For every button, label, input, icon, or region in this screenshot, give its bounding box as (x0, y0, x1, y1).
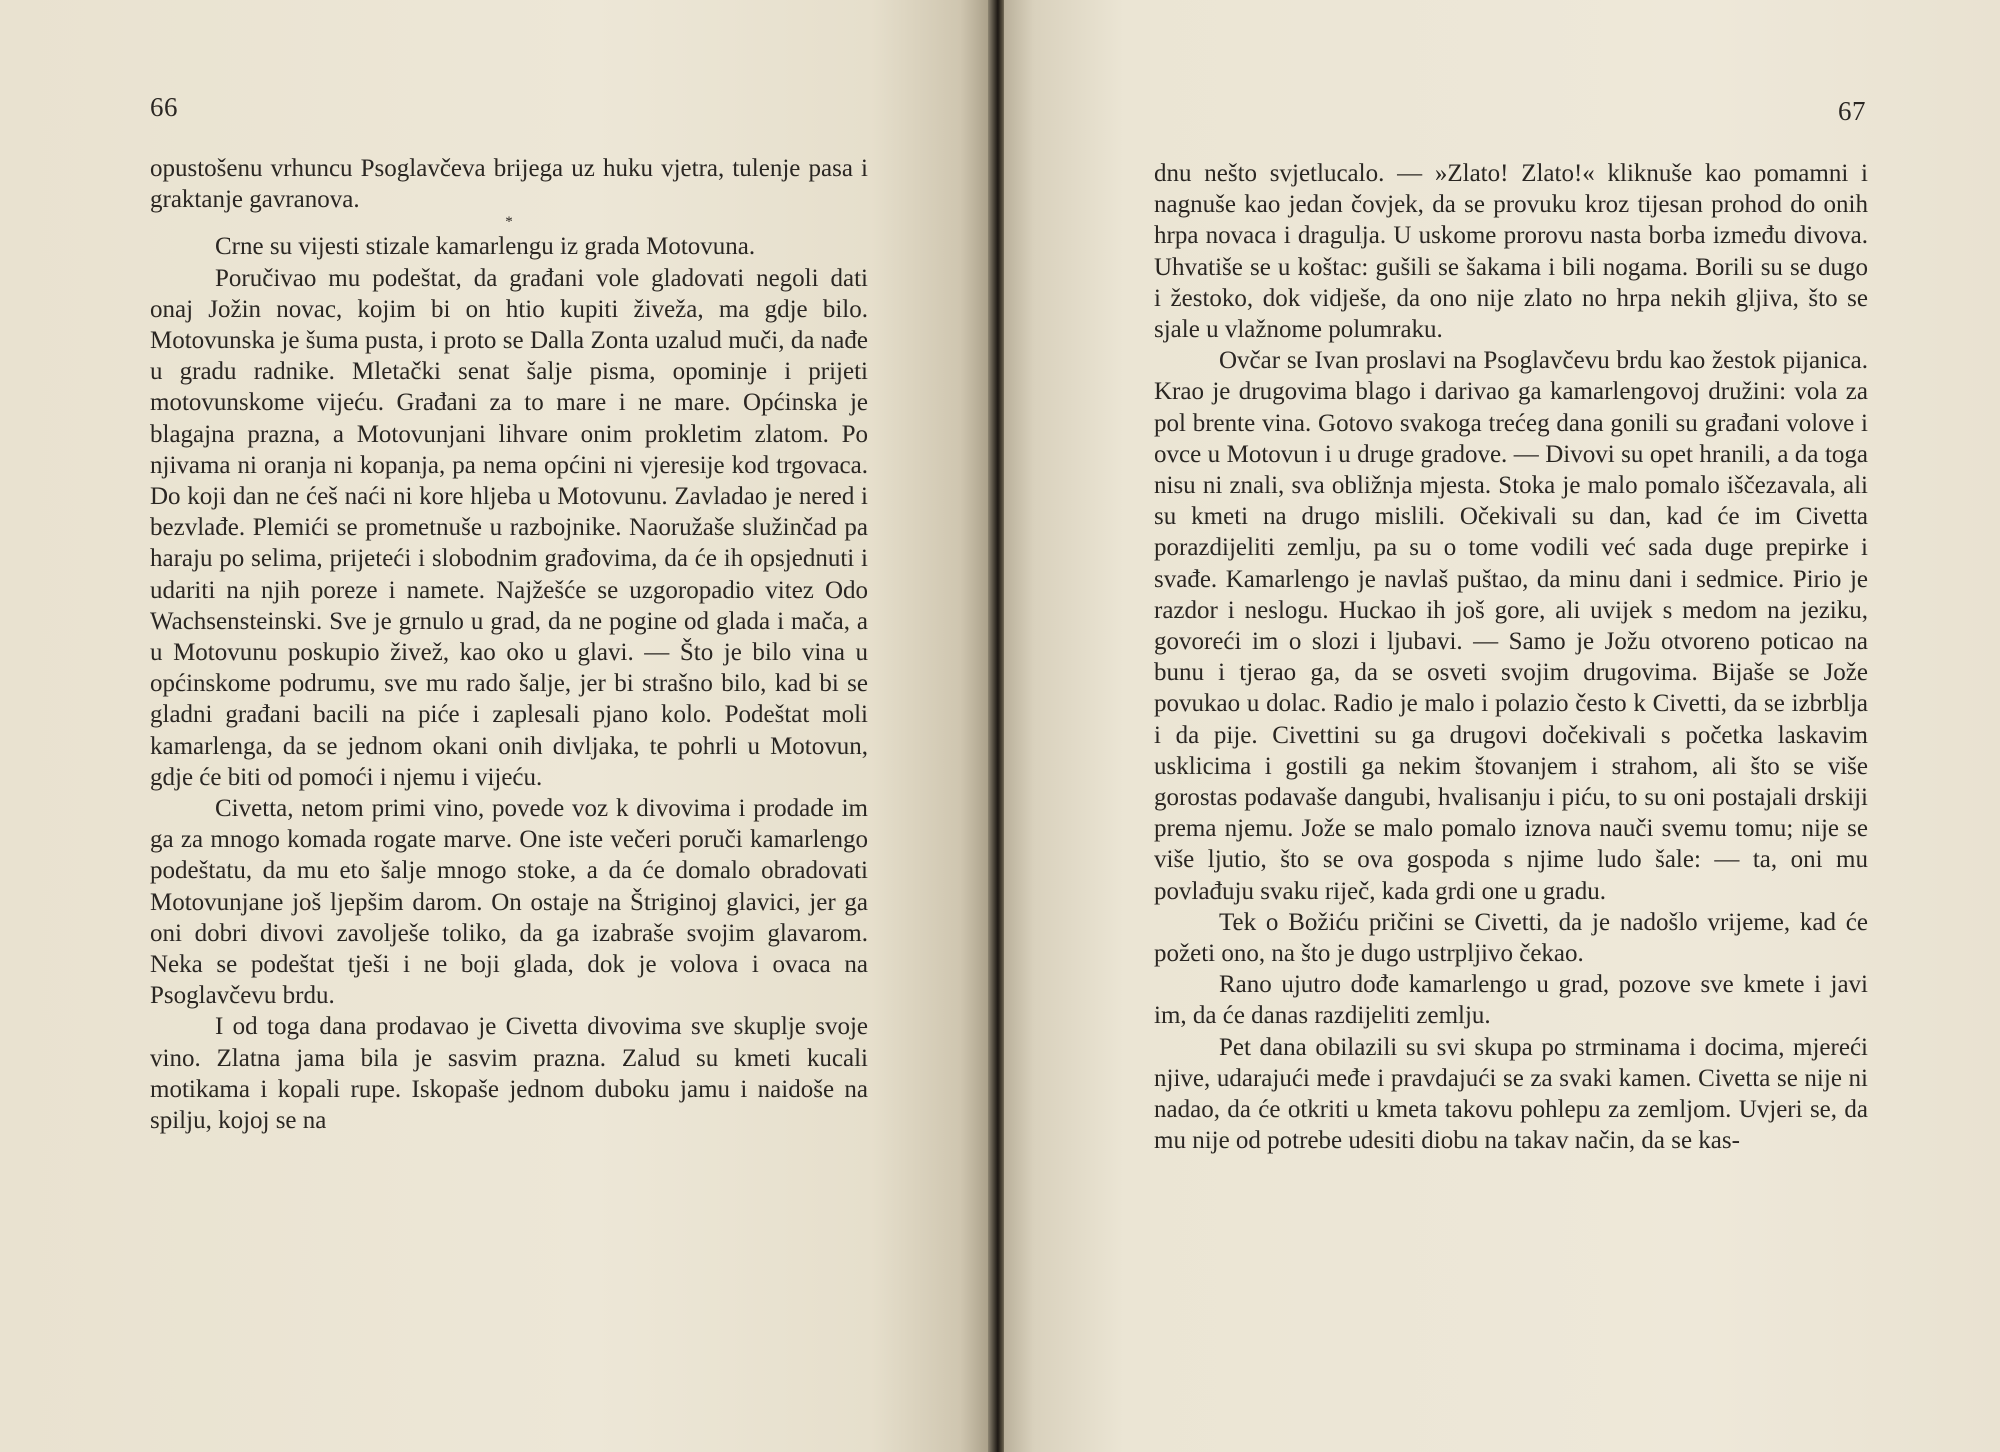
left-page (0, 0, 990, 1452)
page-number: 67 (1838, 96, 1866, 126)
section-separator: * (505, 214, 513, 231)
paragraph: opustošenu vrhuncu Psoglavčeva brijega uz huku vjetra, tulenje pasa i graktanje gavranova. (150, 155, 868, 214)
page-number: 66 (150, 92, 178, 122)
paragraph: Poručivao mu podeštat, da građani vole gladovati negoli dati onaj Jožin novac, kojim bi on htio kupiti živeža, ma gdje bilo. Motovunska je šuma pusta, i proto se Dalla Zonta uzalud muči, da nađe u gradu radnike. Mletački senat šalje pisma, opominje i prijeti motovunskome vijeću. Građani za to mare i ne mare. Općinska je blagajna prazna, a Motovunjani lihvare onim prokletim zlatom. Po njivama ni oranja ni kopanja, pa nema općini ni vjeresije kod trgovaca. Do koji dan ne ćeš naći ni kore hljeba u Motovunu. Zavladao je nered i bezvlađe. Plemići se prometnuše u razbojnike. Naoružaše služinčad pa haraju po selima, prijeteći i slobodnim građovima, da će ih opsjednuti i udariti na njih poreze i namete. Najžešće se uzgoropadio vitez Odo Wachsensteinski. Sve je grnulo u grad, da ne pogine od glada i mača, a u Motovunu poskupio živež, kao oko u glavi. — Što je bilo vina u općinskome podrumu, sve mu rado šalje, jer bi strašno bilo, kad bi se gladni građani bacili na piće i zaplesali pjano kolo. Podeštat moli kamarlenga, da se jednom okani onih divljaka, te pohrli u Motovun, gdje će biti od pomoći i njemu i vijeću. (150, 264, 868, 791)
paragraph: Tek o Božiću pričini se Civetti, da je nadošlo vrijeme, kad će požeti ono, na što je dugo ustrpljivo čekao. (1154, 908, 1868, 968)
left-page-text (150, 153, 868, 1136)
paragraph: I od toga dana prodavao je Civetta divovima sve skuplje svoje vino. Zlatna jama bila je sasvim prazna. Zalud su kmeti kucali motikama i kopali rupe. Iskopaše jednom duboku jamu i naidoše na spilju, kojoj se na (150, 1013, 868, 1135)
paragraph: Rano ujutro dođe kamarlengo u grad, pozove sve kmete i javi im, da će danas razdijeliti zemlju. (1154, 971, 1868, 1030)
paragraph: Civetta, netom primi vino, povede voz k divovima i prodade im ga za mnogo komada rogate marve. One iste večeri poruči kamarlengo podeštatu, da mu eto šalje mnogo stoke, a da će domalo obradovati Motovunjane još ljepšim darom. On ostaje na Štriginoj glavici, jer ga oni dobri divovi zavolješe toliko, da ga izabraše svojim glavarom. Neka se podeštat tješi i ne boji glada, dok je volova i ovaca na Psoglavčevu brdu. (150, 795, 868, 1010)
right-page (1004, 0, 2000, 1452)
paragraph: Ovčar se Ivan proslavi na Psoglavčevu brdu kao žestok pijanica. Krao je drugovima blago i darivao ga kamarlengovoj družini: vola za pol brente vina. Gotovo svakoga trećeg dana gonili su građani volove i ovce u Motovun i u druge gradove. — Divovi su opet hranili, a da toga nisu ni znali, sva obližnja mjesta. Stoka je malo pomalo iščezavala, ali su kmeti na drugo mislili. Očekivali su dan, kad će im Civetta porazdijeliti zemlju, pa su o tome vodili već sada duge prepirke i svađe. Kamarlengo je navlaš puštao, da minu dani i sedmice. Pirio je razdor i neslogu. Huckao ih još gore, ali uvijek s medom na jeziku, govoreći im o slozi i ljubavi. — Samo je Jožu otvoreno poticao na bunu i tjerao ga, da se osveti svojim drugovima. Bijaše se Jože povukao u dolac. Radio je malo i polazio često k Civetti, da se izbrblja i da pije. Civettini su ga drugovi dočekivali s početka laskavim usklicima i gostili ga nekim štovanjem i strahom, ali što se više gorostas podavaše dangubi, hvalisanju i piću, to su oni postajali drskiji prema njemu. Jože se malo pomalo iznova nauči svemu tomu; nije se više ljutio, što se ova gospoda s njime ludo šale: — ta, oni mu povlađuju svaku riječ, kada grdi one u gradu. (1154, 347, 1868, 905)
paragraph: dnu nešto svjetlucalo. — »Zlato! Zlato!« kliknuše kao pomamni i nagnuše kao jedan čovjek, da se provuku kroz tijesan prohod do onih hrpa novaca i dragulja. U uskome prorovu nasta borba između divova. Uhvatiše se u koštac: gušili se šakama i bili nogama. Borili su se dugo i žestoko, dok vidješe, da ono nije zlato no hrpa nekih gljiva, što se sjale u vlažnome polumraku. (1154, 160, 1868, 344)
paragraph: Pet dana obilazili su svi skupa po strminama i docima, mjereći njive, udarajući međe i pravdajući se za svaki kamen. Civetta se nije ni nadao, da će otkriti u kmeta takovu pohlepu za zemljom. Uvjeri se, da mu nije od potrebe udesiti diobu na takav način, da se kas- (1154, 1033, 1868, 1155)
paragraph: Crne su vijesti stizale kamarlengu iz grada Motovuna. (215, 233, 756, 261)
right-page-text (1154, 158, 1868, 1157)
